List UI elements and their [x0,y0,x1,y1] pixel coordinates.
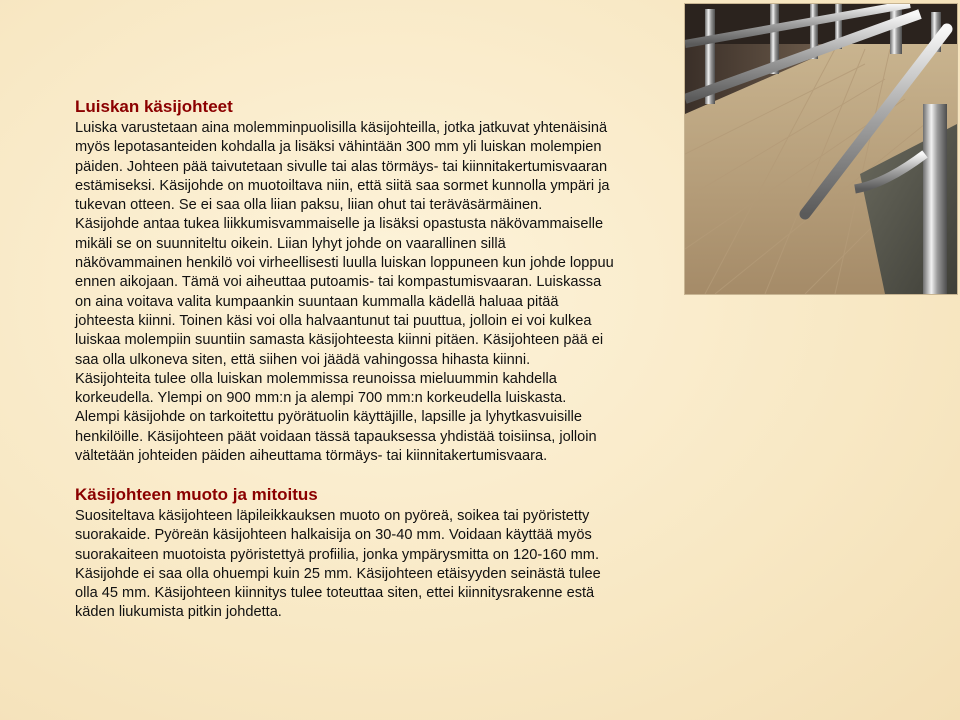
section-1-line: johteesta kiinni. Toinen käsi voi olla halvaantunut tai puuttua, jolloin ei voi kulkea [75,312,592,329]
handrail-photo-illustration [685,4,957,294]
section-1-line: tukevan otteen. Se ei saa olla liian paksu, liian ohut tai teräväsärmäinen. [75,197,543,214]
section-2-body [75,507,675,623]
section-2-line: suorakaiteen muotoista pyöristettyä profiilia, jonka ympärysmitta on 120-160 mm. [75,546,599,563]
section-1-line: Käsijohde antaa tukea liikkumisvammaiselle ja lisäksi opastusta näkövammaiselle [75,216,604,233]
section-2-line: suorakaide. Pyöreän käsijohteen halkaisija on 30-40 mm. Voidaan käyttää myös [75,527,592,544]
section-1-line: saa olla ulkoneva siten, että siihen voi jäädä vahingossa hihasta kiinni. [75,351,531,368]
section-1-line: päiden. Johteen pää taivutetaan sivulle tai alas törmäys- tai kiinnitakertumisvaaran [75,158,608,175]
section-1-line: Käsijohteita tulee olla luiskan molemmissa reunoissa mieluummin kahdella [75,370,557,387]
section-1-line: korkeudella. Ylempi on 900 mm:n ja alempi 700 mm:n korkeudella luiskasta. [75,390,567,407]
section-1-title: Luiskan käsijohteet [75,97,233,116]
handrail-photo [684,3,958,295]
section-2-line: Suositeltava käsijohteen läpileikkauksen muoto on pyöreä, soikea tai pyöristetty [75,508,590,524]
section-2 [75,485,675,623]
section-2-line: käden liukumista pitkin johdetta. [75,604,282,621]
section-1-line: myös lepotasanteiden kohdalla ja lisäksi vähintään 300 mm yli luiskan molempien [75,139,602,156]
section-1-line: vältetään johteiden päiden aiheuttama törmäys- tai kiinnitakertumisvaara. [75,448,548,465]
section-1-line: Alempi käsijohde on tarkoitettu pyörätuolin käyttäjille, lapsille ja lyhytkasvuisille [75,409,582,426]
section-2-line: olla 45 mm. Käsijohteen kiinnitys tulee toteuttaa siten, ettei kiinnitysrakenne estä [75,585,595,602]
section-1-line: luiskaa molempiin suuntiin samasta käsijohteesta kiinni pitäen. Käsijohteen pää ei [75,332,604,349]
section-1-line: Luiska varustetaan aina molemminpuolisilla käsijohteilla, jotka jatkuvat yhtenäisinä [75,120,608,136]
section-1-line: on aina voitava valita kumpaankin suuntaan kummalla kädellä haluaa pitää [75,293,559,310]
section-1-line: näkövammainen henkilö voi virheellisesti luulla luiskan loppuneen kun johde loppuu [75,255,614,272]
section-2-line: Käsijohde ei saa olla ohuempi kuin 25 mm. Käsijohteen etäisyyden seinästä tulee [75,565,601,582]
section-1-line: estämiseksi. Käsijohde on muotoiltava niin, että siitä saa sormet kunnolla ympäri ja [75,177,610,194]
section-1-line: mikäli se on suunniteltu oikein. Liian lyhyt johde on vaarallinen sillä [75,235,506,252]
section-1-line: ennen aikojaan. Tämä voi aiheuttaa putoamis- tai kompastumisvaaran. Luiskassa [75,274,602,291]
section-2-title: Käsijohteen muoto ja mitoitus [75,485,318,504]
section-1-line: henkilöille. Käsijohteen päät voidaan tässä tapauksessa yhdistää toisiinsa, jolloin [75,428,597,445]
section-1-body [75,119,675,466]
section-1 [75,97,675,466]
